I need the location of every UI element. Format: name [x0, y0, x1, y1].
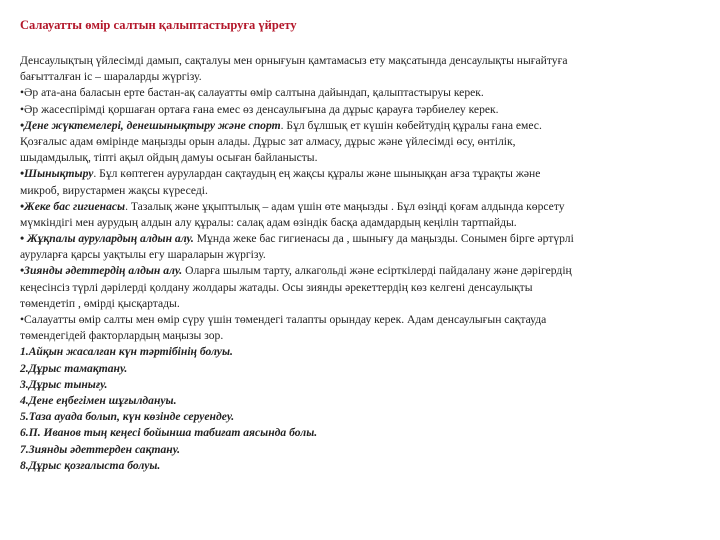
text-line [20, 102, 710, 118]
text-line [20, 344, 710, 360]
text-line [20, 442, 710, 458]
text-line [20, 134, 710, 150]
emphasized-text: 8.Дұрыс қозғалыста болуы. [20, 458, 161, 472]
text-line [20, 231, 710, 247]
body-text: төмендегідей факторлардың маңызы зор. [20, 329, 224, 343]
body-text: шыдамдылық, тіпті ақыл ойдың дамуы осыған байланысты. [20, 151, 318, 165]
text-line [20, 328, 710, 344]
body-text: Денсаулықтың үйлесімді дамып, сақталуы мен орнығуын қамтамасыз ету мақсатында денсаулықты нығайтуға [20, 54, 568, 67]
text-line [20, 53, 710, 69]
body-text: •Әр ата-ана баласын ерте бастан-ақ салауатты өмір салтына дайындап, қалыптастыруы керек. [20, 86, 484, 100]
text-line [20, 280, 710, 296]
text-line [20, 361, 710, 377]
body-text: мүмкіндігі мен аурудың алдын алу құралы: салақ адам өзіндік басқа адамдардың кеңілін тартпайды. [20, 215, 517, 229]
body-text: . Тазалық және ұқыптылық – адам үшін өте маңызды . Бұл өзіңді қоғам алдында көрсету [125, 199, 565, 213]
text-line [20, 409, 710, 425]
text-line [20, 166, 710, 182]
body-text: . Бұл бұлшық ет күшін көбейтудің құралы ғана емес. [280, 118, 542, 132]
document-body [20, 53, 710, 474]
body-text: ауруларға қарсы уақтылы егу шараларын жүргізу. [20, 248, 266, 262]
emphasized-text: 3.Дұрыс тынығу. [20, 377, 108, 391]
emphasized-text: 6.П. Иванов тың кеңесі бойынша табиғат аясында болы. [20, 426, 318, 440]
text-line [20, 150, 710, 166]
text-line [20, 393, 710, 409]
text-line [20, 85, 710, 101]
text-line [20, 458, 710, 474]
text-line [20, 425, 710, 441]
text-line [20, 263, 710, 279]
emphasized-text: •Жеке бас гигиенасы [20, 199, 126, 213]
emphasized-text: 2.Дұрыс тамақтану. [20, 361, 128, 375]
text-line [20, 118, 710, 134]
body-text: . Бұл көптеген аурулардан сақтаудың ең жақсы құралы және шыныққан ағза тұрақты және [93, 167, 541, 181]
emphasized-text: 1.Айқын жасалған күн тәртібінің болуы. [20, 345, 233, 359]
emphasized-text: •Дене жүктемелері, денешынықтыру және спорт [20, 118, 281, 132]
text-line [20, 69, 710, 85]
emphasized-text: 7.Зиянды әдеттерден сақтану. [20, 442, 181, 456]
body-text: микроб, вирустармен жақсы күреседі. [20, 183, 208, 197]
emphasized-text: • Жұқпалы аурулардың алдын алу. [20, 232, 194, 246]
text-line [20, 199, 710, 215]
emphasized-text: 5.Таза ауада болып, күн көзінде серуендеу. [20, 410, 235, 424]
body-text: •Салауатты өмір салты мен өмір сүру үшін төмендегі талапты орындау керек. Адам денсаулығын сақтауда [20, 313, 547, 326]
body-text: төмендетіп , өмірді қысқартады. [20, 296, 180, 310]
emphasized-text: •Зиянды әдеттердің алдын алу. [20, 264, 183, 278]
body-text: Мұнда жеке бас гигиенасы да , шынығу да маңызды. Сонымен бірге әртүрлі [193, 232, 574, 246]
body-text: Оларға шылым тарту, алкагольді және есірткілерді пайдалану және дәрігердің [182, 264, 572, 278]
text-line [20, 377, 710, 393]
text-line [20, 296, 710, 312]
text-line [20, 183, 710, 199]
body-text: •Әр жасеспірімді қоршаған ортаға ғана емес өз денсаулығына да дұрыс қарауға тәрбиелеу керек. [20, 102, 499, 116]
page-title: Салауатты өмір салтын қалыптастыруға үйрету [20, 18, 297, 32]
text-line [20, 312, 710, 328]
body-text: бағытталған іс – шараларды жүргізу. [20, 70, 202, 84]
emphasized-text: 4.Дене еңбегімен шұғылдануы. [20, 393, 177, 407]
body-text: Қозғалыс адам өмірінде маңызды орын алады. Дұрыс зат алмасу, дұрыс және үйлесімді өсу, өнтілік, [20, 134, 516, 148]
text-line [20, 247, 710, 263]
body-text: кеңесінсіз түрлі дәрілерді қолдану жолдары жатады. Осы зиянды әрекеттердің көз келгені денсаулықты [20, 280, 533, 294]
emphasized-text: •Шынықтыру [20, 167, 94, 181]
text-line [20, 215, 710, 231]
